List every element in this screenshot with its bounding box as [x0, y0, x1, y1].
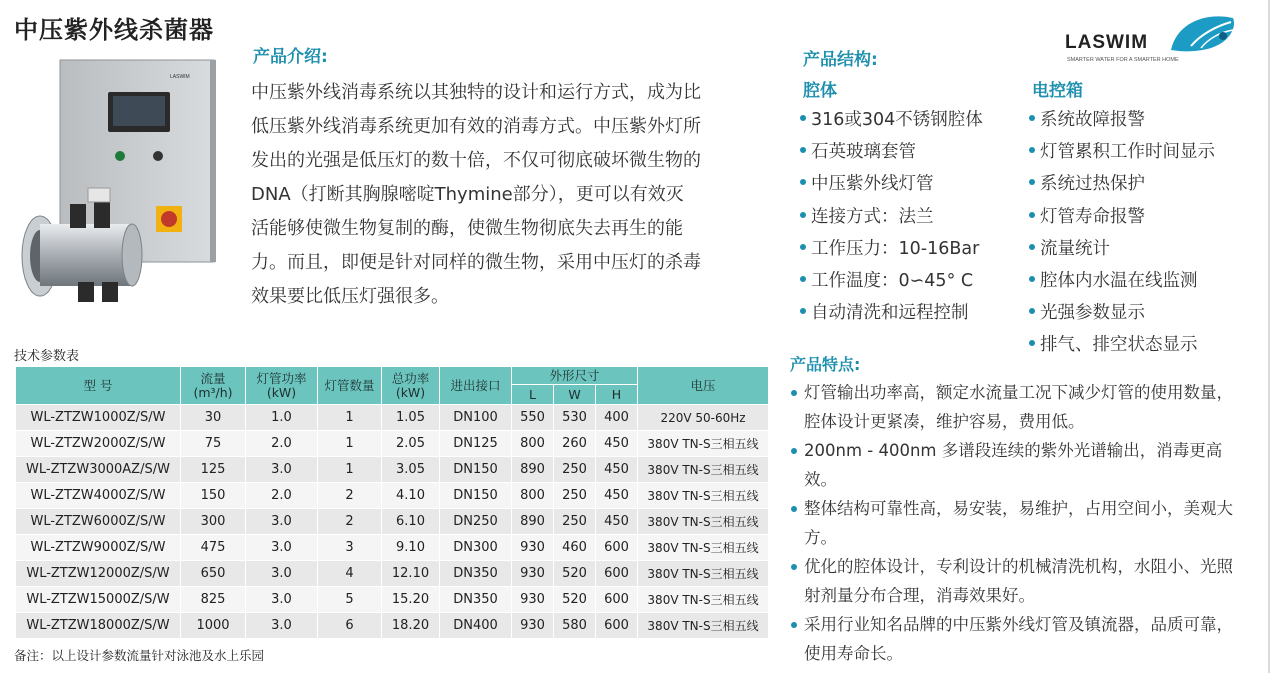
bullet-icon — [800, 276, 806, 282]
laswim-logo — [1062, 12, 1240, 68]
list-item: 灯管寿命报警 — [1029, 201, 1215, 233]
bullet-icon — [791, 448, 797, 454]
list-item: 工作压力：10-16Bar — [800, 233, 983, 265]
header-total-power: 总功率 (kW) — [382, 367, 440, 405]
logo-tagline: SMARTER WATER FOR A SMARTER HOME — [1067, 57, 1179, 63]
table-cell: 450 — [596, 431, 638, 457]
header-lamp-power: 灯管功率 (kW) — [246, 367, 318, 405]
header-dim-h: H — [596, 385, 638, 405]
table-cell: 3.0 — [246, 613, 318, 639]
table-cell: DN400 — [440, 613, 512, 639]
features-list — [788, 378, 1238, 668]
table-cell: 825 — [181, 587, 246, 613]
table-cell: WL-ZTZW9000Z/S/W — [16, 535, 181, 561]
intro-line: 低压紫外线消毒系统更加有效的消毒方式。中压紫外灯所 — [251, 116, 701, 137]
table-cell: 930 — [512, 535, 554, 561]
cabinet-label: LASWIM — [170, 74, 190, 80]
chamber-title: 腔体 — [803, 81, 837, 101]
list-item: 中压紫外线灯管 — [800, 168, 983, 200]
bullet-icon — [800, 115, 806, 121]
table-cell: 3.0 — [246, 457, 318, 483]
intro-line: DNA（打断其胸腺嘧啶Thymine部分），更可以有效灭 — [251, 184, 684, 205]
table-cell: 380V TN-S三相五线 — [638, 561, 769, 587]
table-row — [16, 509, 769, 535]
table-cell: 6.10 — [382, 509, 440, 535]
bullet-icon — [1029, 147, 1035, 153]
table-row — [16, 431, 769, 457]
table-cell: 380V TN-S三相五线 — [638, 457, 769, 483]
table-cell: DN250 — [440, 509, 512, 535]
table-cell: 475 — [181, 535, 246, 561]
bullet-icon — [791, 390, 797, 396]
table-cell: 890 — [512, 509, 554, 535]
spec-table — [15, 366, 769, 639]
bullet-icon — [1029, 244, 1035, 250]
table-cell: 450 — [596, 509, 638, 535]
table-cell: 125 — [181, 457, 246, 483]
table-cell: 250 — [554, 457, 596, 483]
structure-heading: 产品结构: — [803, 50, 878, 70]
table-cell: 600 — [596, 561, 638, 587]
bullet-icon — [800, 308, 806, 314]
bullet-icon — [1029, 179, 1035, 185]
table-cell: 1000 — [181, 613, 246, 639]
table-cell: 380V TN-S三相五线 — [638, 613, 769, 639]
table-cell: WL-ZTZW4000Z/S/W — [16, 483, 181, 509]
table-cell: 3 — [318, 535, 382, 561]
chamber-list — [800, 104, 983, 329]
table-cell: WL-ZTZW3000AZ/S/W — [16, 457, 181, 483]
table-cell: 520 — [554, 561, 596, 587]
table-cell: DN350 — [440, 561, 512, 587]
table-cell: DN125 — [440, 431, 512, 457]
intro-line: 效果要比低压灯强很多。 — [251, 286, 449, 307]
table-cell: 380V TN-S三相五线 — [638, 483, 769, 509]
table-row — [16, 587, 769, 613]
table-cell: 250 — [554, 509, 596, 535]
table-cell: 580 — [554, 613, 596, 639]
header-flow: 流量 (m³/h) — [181, 367, 246, 405]
table-cell: 1.05 — [382, 405, 440, 431]
table-cell: 250 — [554, 483, 596, 509]
table-cell: 1.0 — [246, 405, 318, 431]
bullet-icon — [800, 244, 806, 250]
intro-paragraph — [251, 76, 779, 314]
table-cell: WL-ZTZW1000Z/S/W — [16, 405, 181, 431]
header-voltage: 电压 — [638, 367, 769, 405]
cabinet-title: 电控箱 — [1032, 81, 1083, 101]
table-cell: 75 — [181, 431, 246, 457]
intro-line: 力。而且，即便是针对同样的微生物，采用中压灯的杀毒 — [251, 252, 701, 273]
table-cell: 1 — [318, 431, 382, 457]
page-title: 中压紫外线杀菌器 — [14, 16, 214, 44]
table-cell: 3.0 — [246, 561, 318, 587]
list-item: 优化的腔体设计，专利设计的机械清洗机构，水阻小、光照射剂量分布合理，消毒效果好。 — [788, 552, 1238, 610]
list-item: 自动清洗和远程控制 — [800, 297, 983, 329]
table-cell: 4 — [318, 561, 382, 587]
uv-sterilizer-illustration — [18, 56, 218, 306]
table-cell: 3.0 — [246, 509, 318, 535]
bullet-icon — [800, 147, 806, 153]
table-row — [16, 613, 769, 639]
table-cell: 550 — [512, 405, 554, 431]
shell-logo-icon — [1167, 12, 1239, 54]
table-cell: 450 — [596, 483, 638, 509]
header-dim-l: L — [512, 385, 554, 405]
table-cell: 6 — [318, 613, 382, 639]
table-cell: 2 — [318, 483, 382, 509]
table-cell: 800 — [512, 431, 554, 457]
list-item: 石英玻璃套管 — [800, 136, 983, 168]
list-item: 排气、排空状态显示 — [1029, 329, 1215, 361]
logo-wordmark: LASWIM — [1065, 32, 1149, 53]
bullet-icon — [800, 179, 806, 185]
table-cell: 300 — [181, 509, 246, 535]
table-cell: 3.0 — [246, 587, 318, 613]
bullet-icon — [791, 506, 797, 512]
list-item: 系统故障报警 — [1029, 104, 1215, 136]
list-item: 系统过热保护 — [1029, 168, 1215, 200]
table-row — [16, 405, 769, 431]
table-cell: 930 — [512, 587, 554, 613]
table-cell: 2.0 — [246, 431, 318, 457]
bullet-icon — [791, 564, 797, 570]
table-cell: 400 — [596, 405, 638, 431]
product-image — [18, 56, 218, 306]
table-cell: 460 — [554, 535, 596, 561]
table-cell: 2.05 — [382, 431, 440, 457]
bullet-icon — [1029, 276, 1035, 282]
intro-line: 中压紫外线消毒系统以其独特的设计和运行方式，成为比 — [251, 82, 701, 103]
intro-heading: 产品介绍: — [253, 47, 328, 67]
table-cell: WL-ZTZW15000Z/S/W — [16, 587, 181, 613]
table-cell: 150 — [181, 483, 246, 509]
table-cell: 2 — [318, 509, 382, 535]
table-cell: 650 — [181, 561, 246, 587]
table-cell: 380V TN-S三相五线 — [638, 535, 769, 561]
table-cell: 18.20 — [382, 613, 440, 639]
list-item: 灯管累积工作时间显示 — [1029, 136, 1215, 168]
list-item: 200nm - 400nm 多谱段连续的紫外光谱输出，消毒更高效。 — [788, 436, 1238, 494]
list-item: 连接方式：法兰 — [800, 201, 983, 233]
table-cell: 380V TN-S三相五线 — [638, 431, 769, 457]
table-cell: 380V TN-S三相五线 — [638, 587, 769, 613]
table-cell: 2.0 — [246, 483, 318, 509]
list-item: 光强参数显示 — [1029, 297, 1215, 329]
list-item: 整体结构可靠性高，易安装，易维护，占用空间小，美观大方。 — [788, 494, 1238, 552]
intro-line: 发出的光强是低压灯的数十倍，不仅可彻底破坏微生物的 — [251, 150, 701, 171]
cabinet-list — [1029, 104, 1215, 362]
list-item: 流量统计 — [1029, 233, 1215, 265]
table-cell: 380V TN-S三相五线 — [638, 509, 769, 535]
table-cell: DN150 — [440, 457, 512, 483]
list-item: 工作温度：0∽45° C — [800, 265, 983, 297]
intro-line: 活能够使微生物复制的酶，使微生物彻底失去再生的能 — [251, 218, 683, 239]
table-cell: 930 — [512, 613, 554, 639]
table-cell: 5 — [318, 587, 382, 613]
list-item: 316或304不锈钢腔体 — [800, 104, 983, 136]
header-dimensions: 外形尺寸 — [512, 367, 638, 385]
table-cell: DN300 — [440, 535, 512, 561]
header-port: 进出接口 — [440, 367, 512, 405]
table-cell: 9.10 — [382, 535, 440, 561]
table-cell: 930 — [512, 561, 554, 587]
table-cell: 890 — [512, 457, 554, 483]
table-cell: 3.05 — [382, 457, 440, 483]
table-cell: 1 — [318, 405, 382, 431]
page-edge-divider — [1268, 0, 1270, 673]
table-cell: 30 — [181, 405, 246, 431]
table-cell: 600 — [596, 535, 638, 561]
table-cell: 15.20 — [382, 587, 440, 613]
header-dim-w: W — [554, 385, 596, 405]
table-cell: WL-ZTZW12000Z/S/W — [16, 561, 181, 587]
table-cell: 520 — [554, 587, 596, 613]
table-cell: 4.10 — [382, 483, 440, 509]
table-cell: DN100 — [440, 405, 512, 431]
table-cell: 220V 50-60Hz — [638, 405, 769, 431]
bullet-icon — [1029, 340, 1035, 346]
bullet-icon — [1029, 115, 1035, 121]
table-cell: 1 — [318, 457, 382, 483]
table-cell: 260 — [554, 431, 596, 457]
table-cell: 3.0 — [246, 535, 318, 561]
table-cell: 450 — [596, 457, 638, 483]
bullet-icon — [1029, 212, 1035, 218]
list-item: 腔体内水温在线监测 — [1029, 265, 1215, 297]
table-cell: WL-ZTZW2000Z/S/W — [16, 431, 181, 457]
table-row — [16, 535, 769, 561]
table-row — [16, 483, 769, 509]
table-cell: DN150 — [440, 483, 512, 509]
table-cell: WL-ZTZW18000Z/S/W — [16, 613, 181, 639]
features-heading: 产品特点: — [790, 355, 861, 374]
table-row — [16, 561, 769, 587]
table-cell: WL-ZTZW6000Z/S/W — [16, 509, 181, 535]
header-model: 型 号 — [16, 367, 181, 405]
table-row — [16, 457, 769, 483]
bullet-icon — [791, 622, 797, 628]
table-cell: 800 — [512, 483, 554, 509]
bullet-icon — [1029, 308, 1035, 314]
list-item: 采用行业知名品牌的中压紫外线灯管及镇流器，品质可靠，使用寿命长。 — [788, 610, 1238, 668]
bullet-icon — [800, 212, 806, 218]
list-item: 灯管输出功率高，额定水流量工况下减少灯管的使用数量，腔体设计更紧凑，维护容易，费用低。 — [788, 378, 1238, 436]
table-note: 备注：以上设计参数流量针对泳池及水上乐园 — [14, 648, 265, 663]
table-cell: 12.10 — [382, 561, 440, 587]
header-lamp-count: 灯管数量 — [318, 367, 382, 405]
table-caption: 技术参数表 — [14, 349, 80, 364]
table-cell: 600 — [596, 613, 638, 639]
table-cell: 530 — [554, 405, 596, 431]
table-cell: 600 — [596, 587, 638, 613]
table-cell: DN350 — [440, 587, 512, 613]
